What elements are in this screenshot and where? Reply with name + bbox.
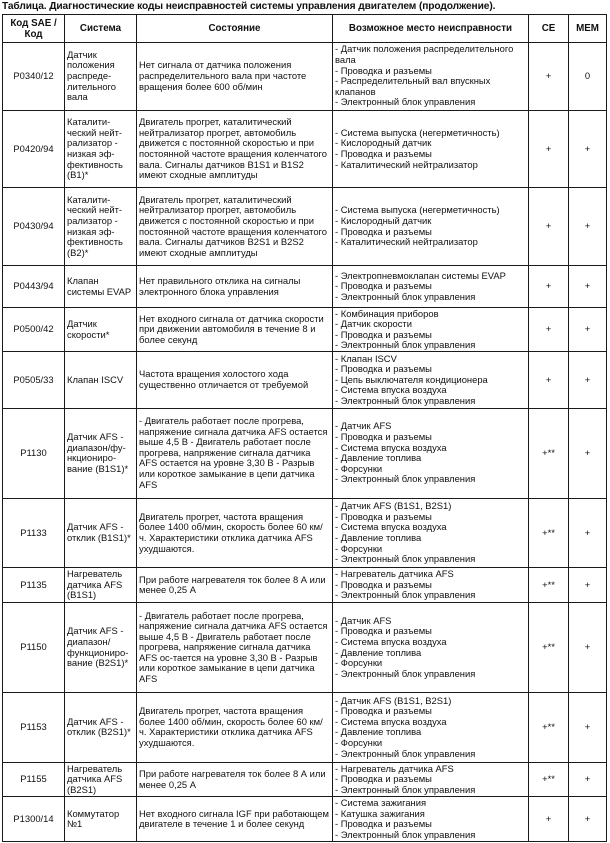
fault-code: P1133 (3, 498, 65, 568)
ce-flag: +** (529, 568, 569, 603)
system-name: Датчик положения распреде-лительного вала (65, 43, 137, 111)
cause-item: - Каталитический нейтрализатор (335, 236, 478, 248)
cause-item: - Давление топлива (335, 532, 422, 543)
cause-item: - Электронный блок управления (335, 828, 476, 840)
table-row (3, 568, 607, 603)
cause-item: - Проводка и разъемы (335, 625, 432, 637)
possible-causes (333, 693, 529, 763)
cause-item: - Система впуска воздуха (335, 715, 447, 727)
header-places: Возможное место неисправности (333, 15, 529, 43)
cause-item: - Электронный блок управления (335, 473, 476, 485)
cause-item: - Датчик скорости (335, 318, 412, 330)
possible-causes (333, 603, 529, 693)
fault-condition: При работе нагревателя ток более 8 А или менее 0,25 А (137, 568, 333, 603)
mem-flag: + (569, 498, 607, 568)
fault-code: P0505/33 (3, 352, 65, 408)
system-name: Нагреватель датчика AFS (B2S1) (65, 762, 137, 797)
mem-flag: + (569, 762, 607, 797)
fault-condition: Двигатель прогрет, частота вращения более 1400 об/мин, скорость более 60 км/ч. Характеристики отклика датчика AFS ухудшаются. (137, 498, 333, 568)
cause-item: - Цепь выключателя кондиционера (335, 373, 488, 385)
fault-condition: При работе нагревателя ток более 8 А или менее 0,25 А (137, 762, 333, 797)
cause-item: - Давление топлива (335, 726, 422, 738)
ce-flag: + (529, 352, 569, 408)
table-row (3, 762, 607, 797)
ce-flag: + (529, 43, 569, 111)
cause-item: - Кислородный датчик (335, 215, 432, 227)
cause-item: - Электронный блок управления (335, 553, 476, 565)
cause-item: - Проводка и разъемы (335, 510, 432, 522)
cause-item: - Датчик AFS (B1S1, B2S1) (335, 500, 452, 512)
system-name: Датчик AFS - диапазон/ функциониро-вание (B2S1)* (65, 603, 137, 693)
fault-condition: Частота вращения холостого хода существенно отличается от требуемой (137, 352, 333, 408)
ce-flag: + (529, 110, 569, 188)
cause-item: - Комбинация приборов (335, 307, 439, 319)
possible-causes (333, 408, 529, 498)
cause-item: - Проводка и разъемы (335, 64, 432, 76)
table-row (3, 308, 607, 352)
cause-item: - Электронный блок управления (335, 747, 476, 759)
table-row (3, 188, 607, 266)
ce-flag: +** (529, 693, 569, 763)
cause-item: - Датчик AFS (B1S1, B2S1) (335, 694, 452, 706)
cause-item: - Проводка и разъемы (335, 363, 432, 375)
cause-item: - Система зажигания (335, 797, 427, 809)
mem-flag: + (569, 693, 607, 763)
system-name: Каталити-ческий нейт-рализатор - низкая эф-фективность (В2)* (65, 188, 137, 266)
fault-code: P1300/14 (3, 797, 65, 842)
cause-item: - Система впуска воздуха (335, 441, 447, 453)
system-name: Датчик скорости* (65, 308, 137, 352)
fault-code: P1153 (3, 693, 65, 763)
cause-item: - Электронный блок управления (335, 96, 476, 108)
fault-code: P1150 (3, 603, 65, 693)
header-code: Код SAE / Код (3, 15, 65, 43)
possible-causes (333, 188, 529, 266)
ce-flag: +** (529, 498, 569, 568)
cause-item: - Форсунки (335, 462, 383, 474)
cause-item: - Проводка и разъемы (335, 705, 432, 717)
table-row (3, 693, 607, 763)
cause-item: - Система выпуска (негерметичность) (335, 126, 500, 138)
cause-item: - Датчик положения распределительного вала (335, 43, 514, 66)
mem-flag: + (569, 568, 607, 603)
cause-item: - Датчик AFS (335, 614, 392, 626)
ce-flag: + (529, 797, 569, 842)
possible-causes (333, 797, 529, 842)
fault-condition: Двигатель прогрет, каталитический нейтрализатор прогрет, автомобиль движется с постоянной скоростью и при постоянной частоте вращения коленчатого вала. Сигналы датчиков B2S1 и B2S2 имеют сходные амплитуды (137, 188, 333, 266)
fault-code: P0420/94 (3, 110, 65, 188)
system-name: Коммутатор №1 (65, 797, 137, 842)
fault-condition: Нет правильного отклика на сигналы электронного блока управления (137, 266, 333, 308)
cause-item: - Каталитический нейтрализатор (335, 158, 478, 170)
cause-item: - Система выпуска (негерметичность) (335, 204, 500, 216)
system-name: Нагреватель датчика AFS (B1S1) (65, 568, 137, 603)
fault-code: P1155 (3, 762, 65, 797)
cause-item: - Датчик AFS (335, 420, 392, 432)
ce-flag: + (529, 266, 569, 308)
ce-flag: + (529, 308, 569, 352)
cause-item: - Проводка и разъемы (335, 225, 432, 237)
header-row (3, 15, 607, 43)
system-name: Датчик AFS - отклик (B1S1)* (65, 498, 137, 568)
possible-causes (333, 43, 529, 111)
cause-item: - Клапан ISCV (335, 352, 397, 364)
cause-item: - Проводка и разъемы (335, 147, 432, 159)
possible-causes (333, 308, 529, 352)
cause-item: - Проводка и разъемы (335, 818, 432, 830)
fault-code: P0340/12 (3, 43, 65, 111)
mem-flag: + (569, 797, 607, 842)
cause-item: - Проводка и разъемы (335, 280, 432, 292)
possible-causes (333, 568, 529, 603)
cause-item: - Электронный блок управления (335, 290, 476, 302)
diagnostic-codes-table (2, 14, 607, 842)
table-row (3, 603, 607, 693)
table-row (3, 352, 607, 408)
fault-condition: Двигатель прогрет, каталитический нейтрализатор прогрет, автомобиль движется с постоянной скоростью и при постоянной частоте вращения коленчатого вала. Сигналы датчиков B1S1 и B1S2 имеют сходные амплитуды (137, 110, 333, 188)
fault-condition: Нет сигнала от датчика положения распределительного вала при частоте вращения более 600 об/мин (137, 43, 333, 111)
mem-flag: + (569, 603, 607, 693)
fault-condition: Нет входного сигнала IGF при работающем двигателе в течение 1 и более секунд (137, 797, 333, 842)
fault-code: P0430/94 (3, 188, 65, 266)
header-state: Состояние (137, 15, 333, 43)
cause-item: - Давление топлива (335, 452, 422, 464)
mem-flag: + (569, 188, 607, 266)
cause-item: - Электронный блок управления (335, 339, 476, 351)
cause-item: - Система впуска воздуха (335, 521, 447, 533)
mem-flag: 0 (569, 43, 607, 111)
cause-item: - Электронный блок управления (335, 667, 476, 679)
mem-flag: + (569, 352, 607, 408)
cause-item: - Нагреватель датчика AFS (335, 762, 454, 774)
possible-causes (333, 352, 529, 408)
system-name: Каталити-ческий нейт-рализатор - низкая эф-фективность (В1)* (65, 110, 137, 188)
possible-causes (333, 110, 529, 188)
header-system: Система (65, 15, 137, 43)
system-name: Клапан системы EVAP (65, 266, 137, 308)
fault-condition: Двигатель прогрет, частота вращения более 1400 об/мин, скорость более 60 км/ч. Характеристики отклика датчика AFS ухудшаются. (137, 693, 333, 763)
table-row (3, 797, 607, 842)
cause-item: - Распределительный вал впускных клапанов (335, 75, 491, 97)
header-ce: CE (529, 15, 569, 43)
cause-item: - Форсунки (335, 737, 383, 748)
system-name: Датчик AFS - отклик (B2S1)* (65, 693, 137, 763)
cause-item: - Давление топлива (335, 646, 422, 658)
mem-flag: + (569, 408, 607, 498)
table-row (3, 266, 607, 308)
cause-item: - Электропневмоклапан системы EVAP (335, 269, 506, 281)
fault-condition: Нет входного сигнала от датчика скорости при движении автомобиля в течение 8 и более секунд (137, 308, 333, 352)
possible-causes (333, 266, 529, 308)
mem-flag: + (569, 266, 607, 308)
fault-code: P0443/94 (3, 266, 65, 308)
ce-flag: + (529, 188, 569, 266)
cause-item: - Проводка и разъемы (335, 773, 432, 785)
cause-item: - Электронный блок управления (335, 394, 476, 406)
system-name: Датчик AFS - диапазон/фу-нкциониро-вание (B1S1)* (65, 408, 137, 498)
cause-item: - Проводка и разъемы (335, 578, 432, 590)
header-mem: MEM (569, 15, 607, 43)
table-row (3, 43, 607, 111)
fault-condition: - Двигатель работает после прогрева, напряжение сигнала датчика AFS остается выше 4,5 В - Двигатель работает после прогрева, напряжение сигнала датчика AFS остается на уровне 3,30 В - Разрыв или короткое замыкание в цепи датчика AFS (137, 408, 333, 498)
fault-code: P0500/42 (3, 308, 65, 352)
cause-item: - Катушка зажигания (335, 807, 425, 819)
fault-code: P1135 (3, 568, 65, 603)
cause-item: - Проводка и разъемы (335, 431, 432, 442)
table-caption: Таблица. Диагностические коды неисправностей системы управления двигателем (продолжение). (2, 1, 496, 12)
table-row (3, 498, 607, 568)
cause-item: - Система впуска воздуха (335, 384, 447, 396)
table-row (3, 110, 607, 188)
cause-item: - Кислородный датчик (335, 137, 432, 149)
ce-flag: +** (529, 603, 569, 693)
table-row (3, 408, 607, 498)
cause-item: - Нагреватель датчика AFS (335, 568, 454, 580)
cause-item: - Система впуска воздуха (335, 636, 447, 647)
ce-flag: +** (529, 762, 569, 797)
cause-item: - Форсунки (335, 657, 383, 669)
mem-flag: + (569, 308, 607, 352)
possible-causes (333, 498, 529, 568)
possible-causes (333, 762, 529, 797)
mem-flag: + (569, 110, 607, 188)
cause-item: - Проводка и разъемы (335, 328, 432, 340)
cause-item: - Форсунки (335, 542, 383, 554)
system-name: Клапан ISCV (65, 352, 137, 408)
ce-flag: +** (529, 408, 569, 498)
cause-item: - Электронный блок управления (335, 589, 476, 601)
fault-code: P1130 (3, 408, 65, 498)
cause-item: - Электронный блок управления (335, 783, 476, 795)
fault-condition: - Двигатель работает после прогрева, напряжение сигнала датчика AFS остается выше 4,5 В - Двигатель работает после прогрева, напряжение сигнала датчика AFS ос-тается на уровне 3,30 В - Разрыв или короткое замыкание в цепи датчика AFS (137, 603, 333, 693)
